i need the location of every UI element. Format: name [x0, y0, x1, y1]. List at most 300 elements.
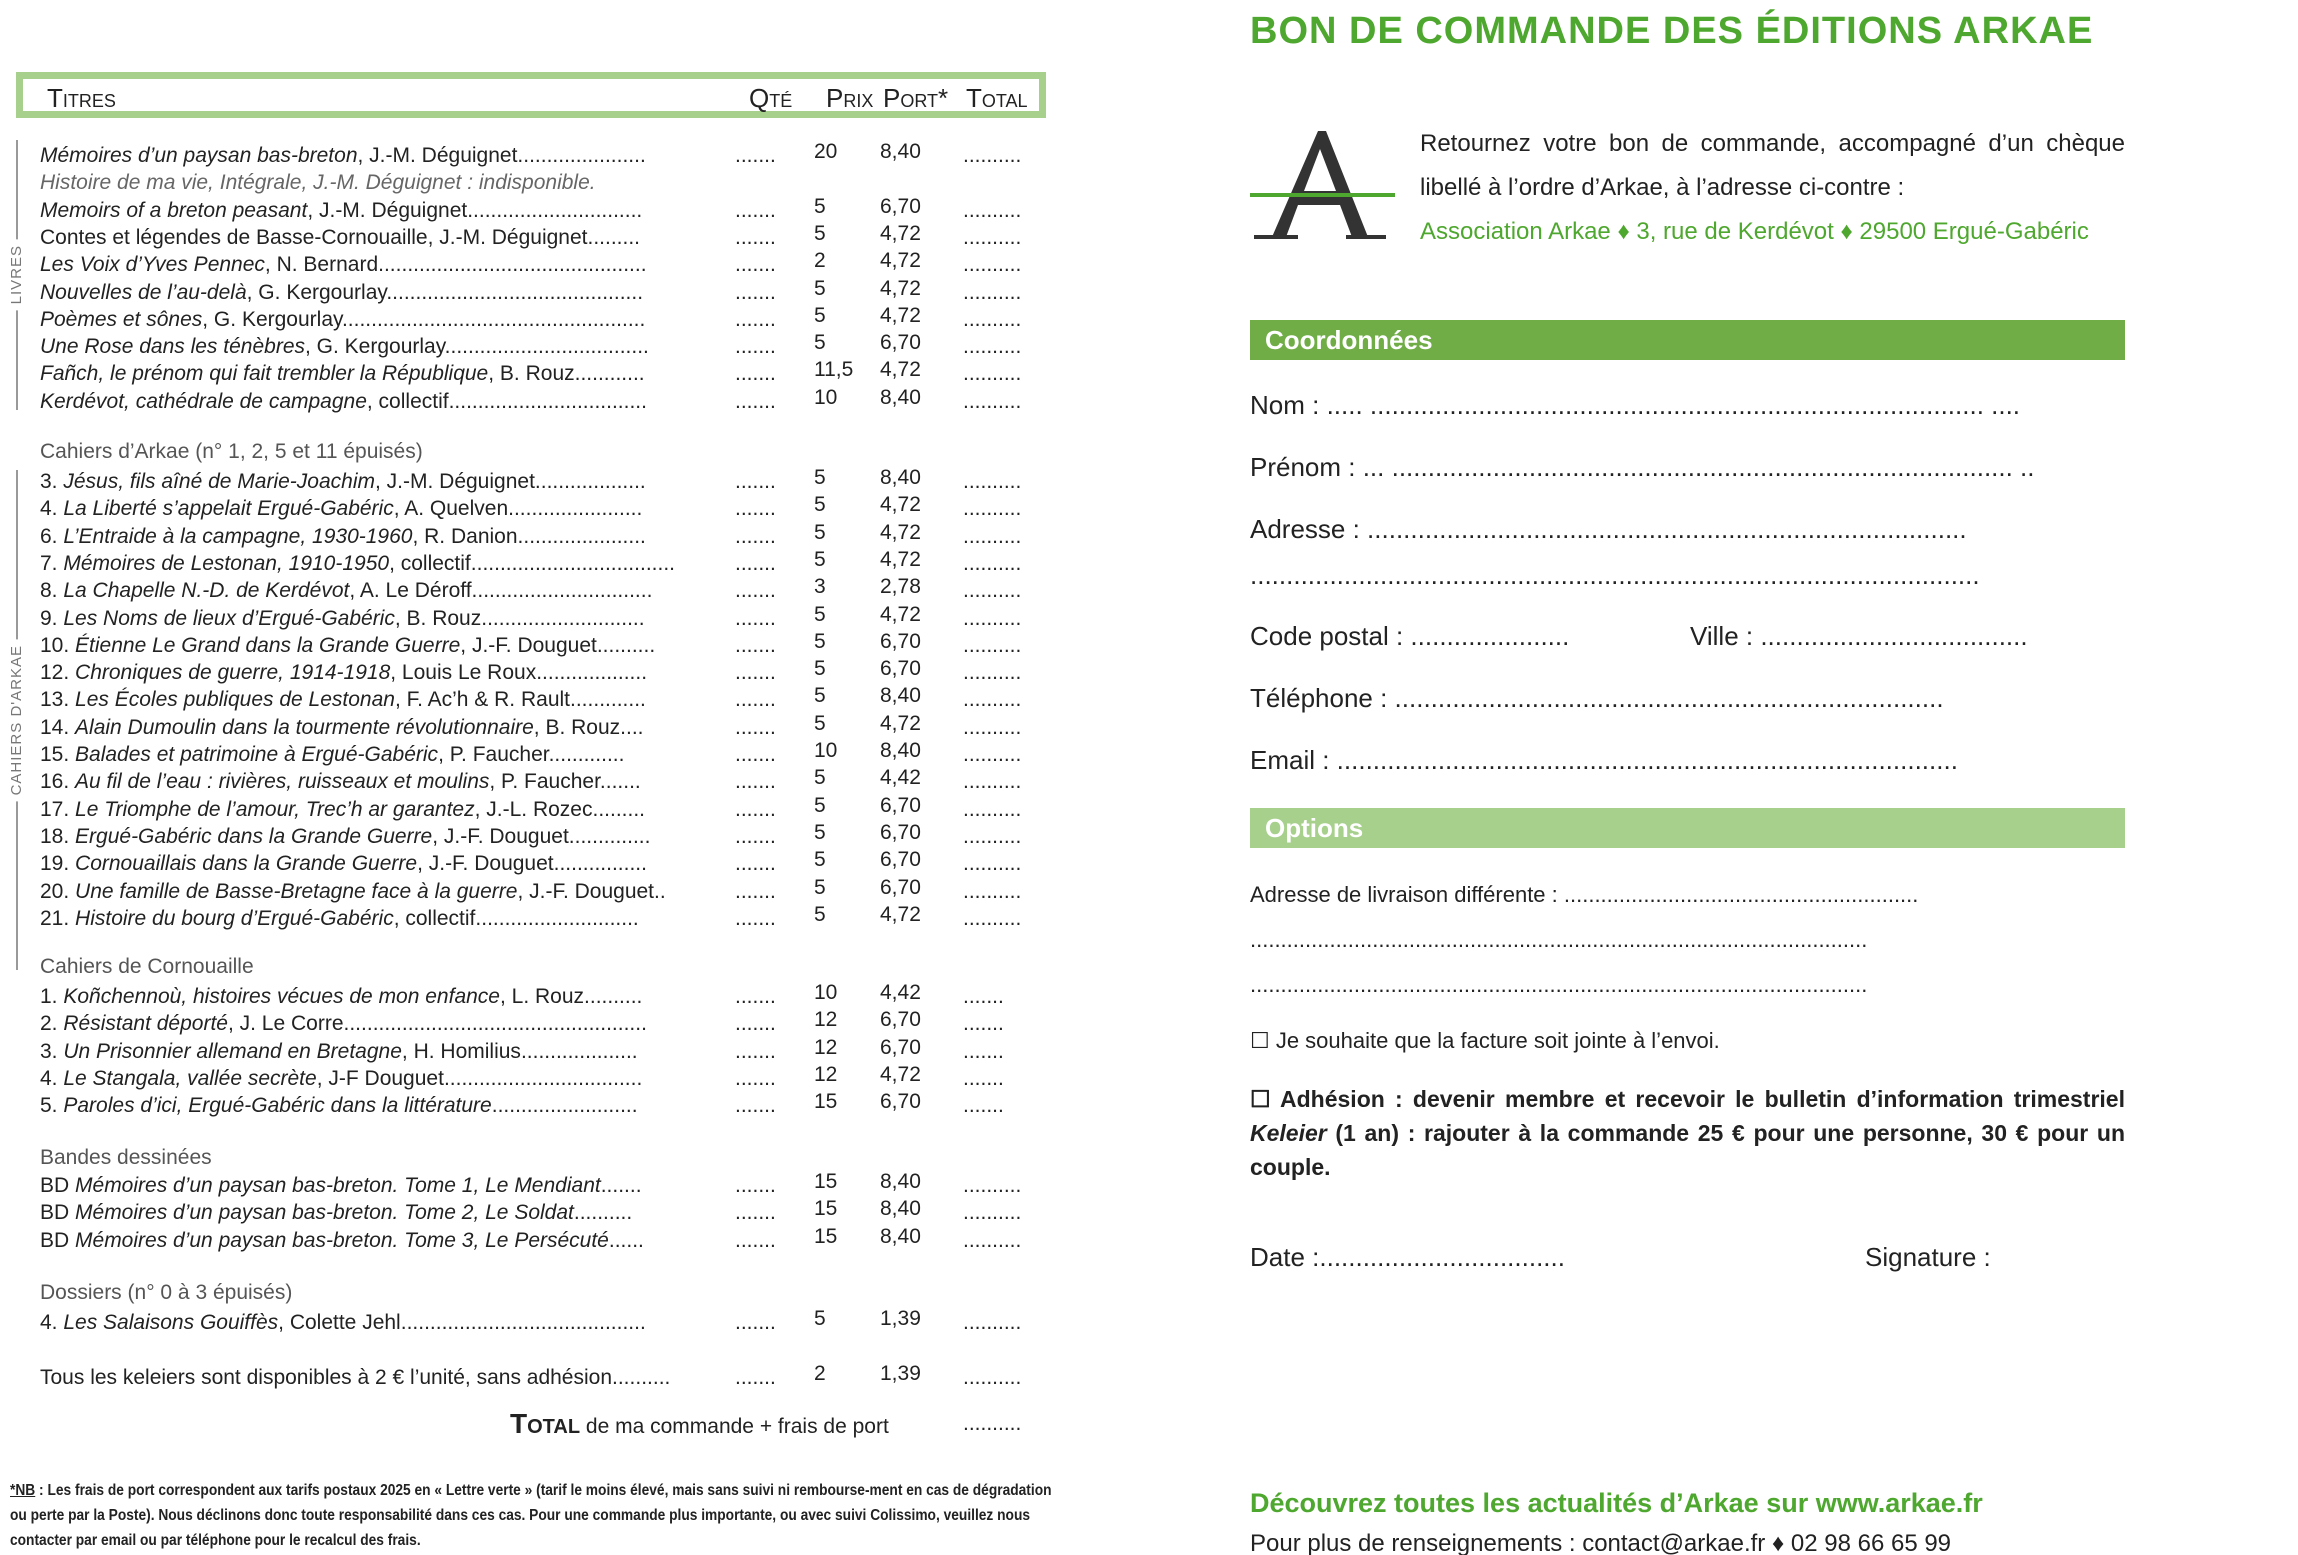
- price-value: 5: [814, 876, 826, 899]
- telephone-field[interactable]: Téléphone : ............................................................................: [1250, 683, 1944, 713]
- port-value: 6,70: [880, 1036, 921, 1059]
- price-value: 5: [814, 304, 826, 327]
- row-dots: ...................................: [444, 335, 649, 358]
- row-title-italic: Mémoires d’un paysan bas-breton. Tome 1, Le Mendiant: [75, 1174, 601, 1197]
- livraison-line3-field[interactable]: .....................................................................................................: [1250, 972, 1868, 997]
- total-field[interactable]: ..........: [963, 907, 1022, 930]
- table-row: [40, 1092, 1030, 1119]
- row-title-italic: Memoirs of a breton peasant: [40, 199, 308, 222]
- header-prix: Prix: [826, 83, 874, 113]
- port-value: 4,72: [880, 548, 921, 571]
- qty-field[interactable]: .......: [735, 743, 776, 766]
- port-value: 4,42: [880, 981, 921, 1004]
- table-row: [40, 1010, 1030, 1037]
- total-field[interactable]: ..........: [963, 525, 1022, 548]
- row-number: BD: [40, 1229, 76, 1252]
- price-value: 5: [814, 766, 826, 789]
- total-field[interactable]: ..........: [963, 497, 1022, 520]
- table-row: [40, 360, 1030, 387]
- row-title-author: Contes et légendes de Basse-Cornouaille, J.-M. Déguignet: [40, 226, 588, 249]
- row-title: [40, 878, 695, 905]
- price-value: 5: [814, 794, 826, 817]
- port-value: 6,70: [880, 794, 921, 817]
- total-field[interactable]: ..........: [963, 798, 1022, 821]
- qty-field[interactable]: .......: [735, 579, 776, 602]
- qty-field[interactable]: .......: [735, 985, 776, 1008]
- grand-total: Total de ma commande + frais de port ..........: [510, 1408, 1022, 1439]
- price-value: 12: [814, 1036, 838, 1059]
- price-value: 5: [814, 548, 826, 571]
- row-title-italic: L’Entraide à la campagne, 1930-1960: [63, 525, 413, 548]
- row-number: 17.: [40, 798, 76, 821]
- row-number: 4.: [40, 497, 64, 520]
- row-dots: ......: [608, 1229, 644, 1252]
- row-title: [40, 741, 695, 768]
- port-value: 6,70: [880, 195, 921, 218]
- facture-checkbox[interactable]: ☐ Je souhaite que la facture soit jointe à l’envoi.: [1250, 1028, 1720, 1053]
- row-number: 7.: [40, 552, 64, 575]
- order-table: [0, 0, 1060, 1555]
- row-title: [40, 279, 695, 306]
- total-field[interactable]: .......: [963, 1012, 1004, 1035]
- row-title: [40, 577, 695, 604]
- row-title: [40, 142, 695, 169]
- port-value: 6,70: [880, 876, 921, 899]
- row-dots: ..........................................: [400, 1311, 646, 1334]
- row-dots: .............: [570, 688, 646, 711]
- row-title-author: , B. Rouz: [394, 607, 482, 630]
- price-value: 5: [814, 848, 826, 871]
- table-header: [16, 72, 1046, 118]
- signature-field[interactable]: Signature :: [1865, 1242, 1991, 1272]
- qty-field[interactable]: .......: [735, 716, 776, 739]
- price-value: 10: [814, 981, 838, 1004]
- intro-text: Retournez votre bon de commande, accompagné d’un chèque libellé à l’ordre d’Arkae, à l’adresse ci-contre : Association Arkae ♦ 3, rue de Kerdévot ♦ 29500 Ergué-Gabéric: [1420, 122, 2125, 254]
- email-field[interactable]: Email : ......................................................................................: [1250, 745, 1958, 775]
- qty-field[interactable]: .......: [735, 1094, 776, 1117]
- qty-field[interactable]: .......: [735, 226, 776, 249]
- date-field[interactable]: Date :..................................: [1250, 1242, 1565, 1272]
- row-title-author: , collectif: [393, 907, 476, 930]
- port-value: 4,42: [880, 766, 921, 789]
- row-title-italic: Les Noms de lieux d’Ergué-Gabéric: [63, 607, 395, 630]
- row-dots: .........: [587, 226, 640, 249]
- port-value: 4,72: [880, 521, 921, 544]
- row-title-italic: Une famille de Basse-Bretagne face à la guerre: [75, 880, 518, 903]
- row-title: [40, 224, 695, 251]
- ville-field[interactable]: Ville : .....................................: [1690, 621, 2028, 651]
- row-title-italic: La Liberté s’appelait Ergué-Gabéric: [63, 497, 394, 520]
- total-field[interactable]: ..........: [963, 390, 1022, 413]
- row-dots: .........................: [491, 1094, 638, 1117]
- row-title-author: , B. Rouz: [533, 716, 621, 739]
- qty-field[interactable]: .......: [735, 470, 776, 493]
- row-title-italic: Kerdévot, cathédrale de campagne: [40, 390, 367, 413]
- row-number: 4.: [40, 1067, 64, 1090]
- total-field[interactable]: ..........: [963, 470, 1022, 493]
- price-value: 5: [814, 821, 826, 844]
- port-value: 4,72: [880, 903, 921, 926]
- price-value: 5: [814, 903, 826, 926]
- qty-field[interactable]: .......: [735, 1229, 776, 1252]
- port-value: 4,72: [880, 249, 921, 272]
- footer-contact: Pour plus de renseignements : contact@arkae.fr ♦ 02 98 66 65 99: [1250, 1530, 1952, 1555]
- row-title-italic: Étienne Le Grand dans la Grande Guerre: [75, 634, 461, 657]
- price-value: 5: [814, 195, 826, 218]
- unavailable-note: [40, 169, 1030, 196]
- row-number: 3.: [40, 1040, 64, 1063]
- price-value: 5: [814, 331, 826, 354]
- row-number: 4.: [40, 1311, 64, 1334]
- row-title-italic: Jésus, fils aîné de Marie-Joachim: [63, 470, 375, 493]
- row-title-author: , F. Ac’h & R. Rault: [394, 688, 571, 711]
- qty-field[interactable]: .......: [735, 1012, 776, 1035]
- port-value: 4,72: [880, 304, 921, 327]
- row-title-italic: Un Prisonnier allemand en Bretagne: [63, 1040, 402, 1063]
- row-title-italic: Une Rose dans les ténèbres: [40, 335, 305, 358]
- row-title-italic: Les Salaisons Gouiffès: [63, 1311, 279, 1334]
- row-number: 20.: [40, 880, 76, 903]
- total-field[interactable]: ..........: [963, 144, 1022, 167]
- price-value: 5: [814, 1307, 826, 1330]
- row-number: 6.: [40, 525, 64, 548]
- row-title: [40, 197, 695, 224]
- row-title: [40, 306, 695, 333]
- row-title-italic: Les Voix d’Yves Pennec: [40, 253, 265, 276]
- price-value: 11,5: [814, 358, 854, 381]
- row-title: [40, 1199, 695, 1226]
- row-title-author: , J.-M. Déguignet: [375, 470, 535, 493]
- row-title: [40, 1364, 695, 1391]
- row-title-author: , G. Kergourlay: [202, 308, 342, 331]
- total-field[interactable]: ..........: [963, 335, 1022, 358]
- row-number: 2.: [40, 1012, 64, 1035]
- port-value: 6,70: [880, 657, 921, 680]
- shipping-note: *NB : Les frais de port correspondent aux tarifs postaux 2025 en « Lettre verte » (tarif le moins élevé, mais sans suivi ni rembourse-ment en cas de dégradation ou perte par la Poste). Nous déclinons donc toute responsabilité dans ces cas. Pour une commande plus importante, ou avec suivi Colissimo, veuillez nous contacter par email ou par téléphone pour le recalcul des frais.: [10, 1482, 1052, 1549]
- row-title: [40, 388, 695, 415]
- row-title-italic: Koñchennoù, histoires vécues de mon enfance: [63, 985, 500, 1008]
- total-field[interactable]: ..........: [963, 825, 1022, 848]
- row-title: [40, 1065, 695, 1092]
- qty-field[interactable]: .......: [735, 1174, 776, 1197]
- row-title-italic: Mémoires d’un paysan bas-breton. Tome 3, Le Persécuté: [75, 1229, 609, 1252]
- row-dots: ...................: [536, 661, 648, 684]
- row-title: [40, 360, 695, 387]
- qty-field[interactable]: .......: [735, 335, 776, 358]
- port-value: 4,72: [880, 358, 921, 381]
- row-title-author: , G. Kergourlay: [246, 281, 387, 304]
- table-row: [40, 1364, 1030, 1391]
- adresse-field[interactable]: Adresse : ...................................................................................: [1250, 514, 1967, 544]
- qty-field[interactable]: .......: [735, 798, 776, 821]
- row-title: [40, 983, 695, 1010]
- total-field[interactable]: .......: [963, 1094, 1004, 1117]
- row-title-author: , Louis Le Roux: [390, 661, 537, 684]
- header-titres: Titres: [47, 83, 116, 113]
- row-dots: ....: [620, 716, 644, 739]
- row-dots: ....................................................: [343, 1012, 647, 1035]
- port-value: 4,72: [880, 277, 921, 300]
- qty-field[interactable]: .......: [735, 1067, 776, 1090]
- total-field[interactable]: .......: [963, 985, 1004, 1008]
- table-row: [40, 850, 1030, 877]
- table-row: [40, 686, 1030, 713]
- price-value: 5: [814, 657, 826, 680]
- livraison-line2-field[interactable]: .....................................................................................................: [1250, 927, 1868, 952]
- row-title-author: , J. Le Corre: [227, 1012, 344, 1035]
- prenom-field[interactable]: Prénom : ... ...................................................................................... ..: [1250, 452, 2035, 482]
- price-value: 15: [814, 1225, 838, 1248]
- note-text: Histoire de ma vie, Intégrale, J.-M. Déguignet : indisponible.: [40, 171, 596, 194]
- price-value: 5: [814, 630, 826, 653]
- row-title-italic: Ergué-Gabéric dans la Grande Guerre: [75, 825, 433, 848]
- total-field[interactable]: ..........: [963, 743, 1022, 766]
- total-field[interactable]: ..........: [963, 880, 1022, 903]
- adhesion-checkbox[interactable]: ☐ Adhésion : devenir membre et recevoir le bulletin d’information trimestriel Keleier (1 an) : rajouter à la commande 25 € pour une personne, 30 € pour un couple.: [1250, 1086, 2125, 1180]
- price-value: 12: [814, 1008, 838, 1031]
- row-number: 5.: [40, 1094, 64, 1117]
- row-title-author: , J.-F. Douguet: [432, 825, 569, 848]
- price-value: 5: [814, 466, 826, 489]
- row-title-italic: Cornouaillais dans la Grande Guerre: [75, 852, 418, 875]
- row-dots: ..............................................: [378, 253, 647, 276]
- row-title-author: , P. Faucher: [438, 743, 549, 766]
- price-value: 15: [814, 1170, 838, 1193]
- price-value: 5: [814, 684, 826, 707]
- row-number: 3.: [40, 470, 64, 493]
- row-title-italic: Le Triomphe de l’amour, Trec’h ar garantez: [75, 798, 475, 821]
- row-title-author: , L. Rouz: [499, 985, 585, 1008]
- row-title-italic: Résistant déporté: [63, 1012, 228, 1035]
- total-field[interactable]: ..........: [963, 552, 1022, 575]
- row-title-author: , J.-F. Douguet: [517, 880, 655, 903]
- row-dots: ..................................: [443, 1067, 643, 1090]
- row-title: [40, 768, 695, 795]
- port-value: 6,70: [880, 331, 921, 354]
- qty-field[interactable]: .......: [735, 1040, 776, 1063]
- port-value: 8,40: [880, 466, 921, 489]
- row-title: [40, 1010, 695, 1037]
- price-value: 5: [814, 493, 826, 516]
- price-value: 15: [814, 1197, 838, 1220]
- price-value: 5: [814, 603, 826, 626]
- price-value: 5: [814, 222, 826, 245]
- qty-field[interactable]: .......: [735, 907, 776, 930]
- qty-field[interactable]: .......: [735, 497, 776, 520]
- qty-field[interactable]: .......: [735, 390, 776, 413]
- total-field[interactable]: ..........: [963, 362, 1022, 385]
- qty-field[interactable]: .......: [735, 770, 776, 793]
- row-title: [40, 632, 695, 659]
- qty-field[interactable]: .......: [735, 825, 776, 848]
- table-row: [40, 905, 1030, 932]
- row-number: BD: [40, 1174, 76, 1197]
- total-field[interactable]: ..........: [963, 1229, 1022, 1252]
- qty-field[interactable]: .......: [735, 144, 776, 167]
- port-value: 8,40: [880, 386, 921, 409]
- row-title-author: , P. Faucher: [489, 770, 600, 793]
- price-value: 12: [814, 1063, 838, 1086]
- row-number: 13.: [40, 688, 76, 711]
- section-heading: Cahiers d’Arkae (n° 1, 2, 5 et 11 épuisés): [40, 440, 423, 463]
- port-value: 1,39: [880, 1307, 921, 1330]
- row-number: 19.: [40, 852, 76, 875]
- total-field[interactable]: ..........: [963, 1366, 1022, 1389]
- row-title: [40, 495, 695, 522]
- row-title-author: , N. Bernard: [264, 253, 379, 276]
- row-dots: ....................: [520, 1040, 638, 1063]
- port-value: 8,40: [880, 684, 921, 707]
- row-title-author: , J.-F. Douguet: [460, 634, 597, 657]
- qty-field[interactable]: .......: [735, 880, 776, 903]
- total-field[interactable]: ..........: [963, 634, 1022, 657]
- row-title-italic: Le Stangala, vallée secrète: [63, 1067, 317, 1090]
- row-number: 16.: [40, 770, 76, 793]
- port-value: 2,78: [880, 575, 921, 598]
- section-heading: Cahiers de Cornouaille: [40, 955, 254, 978]
- row-title: [40, 468, 695, 495]
- row-title-author: , R. Danion: [412, 525, 518, 548]
- qty-field[interactable]: .......: [735, 281, 776, 304]
- port-value: 8,40: [880, 1225, 921, 1248]
- row-dots: .......................: [508, 497, 643, 520]
- row-title: [40, 686, 695, 713]
- total-field[interactable]: ..........: [963, 253, 1022, 276]
- code-postal-field[interactable]: Code postal : ......................: [1250, 621, 1570, 651]
- row-dots: ...............................: [471, 579, 653, 602]
- table-row: [40, 1309, 1030, 1336]
- row-title-author: , A. Le Déroff: [349, 579, 472, 602]
- qty-field[interactable]: .......: [735, 199, 776, 222]
- row-title-author: , A. Quelven: [393, 497, 509, 520]
- price-value: 2: [814, 1362, 826, 1385]
- row-title-author: , J.-F. Douguet: [417, 852, 554, 875]
- total-field[interactable]: ..........: [963, 1174, 1022, 1197]
- total-field[interactable]: ..........: [963, 226, 1022, 249]
- price-value: 10: [814, 739, 838, 762]
- qty-field[interactable]: .......: [735, 1366, 776, 1389]
- table-row: [40, 577, 1030, 604]
- total-field[interactable]: ..........: [963, 716, 1022, 739]
- row-dots: ..........: [596, 634, 656, 657]
- row-dots: ..: [654, 880, 666, 903]
- total-field[interactable]: ..........: [963, 607, 1022, 630]
- qty-field[interactable]: .......: [735, 308, 776, 331]
- row-dots: ..............: [568, 825, 651, 848]
- total-field[interactable]: ..........: [963, 661, 1022, 684]
- row-title-italic: Paroles d’ici, Ergué-Gabéric dans la littérature: [63, 1094, 492, 1117]
- total-field[interactable]: ..........: [963, 308, 1022, 331]
- port-value: 8,40: [880, 1170, 921, 1193]
- row-title-author: , H. Homilius: [401, 1040, 521, 1063]
- row-title-author: , Colette Jehl: [278, 1311, 401, 1334]
- qty-field[interactable]: .......: [735, 362, 776, 385]
- table-row: [40, 251, 1030, 278]
- qty-field[interactable]: .......: [735, 634, 776, 657]
- row-title: [40, 1172, 695, 1199]
- table-row: [40, 1227, 1030, 1254]
- qty-field[interactable]: .......: [735, 253, 776, 276]
- price-value: 20: [814, 140, 838, 163]
- total-field[interactable]: ..........: [963, 1311, 1022, 1334]
- row-number: 15.: [40, 743, 76, 766]
- section-heading: Bandes dessinées: [40, 1146, 212, 1169]
- qty-field[interactable]: .......: [735, 688, 776, 711]
- price-value: 3: [814, 575, 826, 598]
- qty-field[interactable]: .......: [735, 852, 776, 875]
- table-row: [40, 388, 1030, 415]
- row-title-author: Tous les keleiers sont disponibles à 2 € l’unité, sans adhésion: [40, 1366, 613, 1389]
- row-title-italic: Mémoires de Lestonan, 1910-1950: [63, 552, 390, 575]
- qty-field[interactable]: .......: [735, 1311, 776, 1334]
- total-field[interactable]: ..........: [963, 281, 1022, 304]
- adresse-line2-field[interactable]: .....................................................................................................: [1250, 560, 1980, 590]
- row-title-italic: Mémoires d’un paysan bas-breton. Tome 2, Le Soldat: [75, 1201, 574, 1224]
- row-dots: ......................: [517, 525, 646, 548]
- total-field[interactable]: ..........: [963, 579, 1022, 602]
- row-number: 8.: [40, 579, 64, 602]
- qty-field[interactable]: .......: [735, 525, 776, 548]
- row-dots: ............................: [475, 907, 639, 930]
- livraison-field[interactable]: Adresse de livraison différente : ..........................................................: [1250, 882, 1919, 907]
- page-title: BON DE COMMANDE DES ÉDITIONS ARKAE: [1250, 10, 2094, 52]
- price-value: 5: [814, 712, 826, 735]
- header-port: Port*: [883, 83, 949, 113]
- row-dots: .......: [599, 770, 641, 793]
- qty-field[interactable]: .......: [735, 607, 776, 630]
- row-title-italic: Alain Dumoulin dans la tourmente révolutionnaire: [75, 716, 534, 739]
- row-dots: ..........: [584, 985, 643, 1008]
- total-field[interactable]: ..........: [963, 199, 1022, 222]
- table-row: [40, 1199, 1030, 1226]
- total-field[interactable]: ..........: [963, 1201, 1022, 1224]
- total-field[interactable]: .......: [963, 1067, 1004, 1090]
- total-field[interactable]: ..........: [963, 688, 1022, 711]
- port-value: 4,72: [880, 222, 921, 245]
- row-title: [40, 823, 695, 850]
- qty-field[interactable]: .......: [735, 661, 776, 684]
- price-value: 5: [814, 277, 826, 300]
- port-value: 6,70: [880, 630, 921, 653]
- row-number: 12.: [40, 661, 76, 684]
- row-title-italic: Histoire du bourg d’Ergué-Gabéric: [75, 907, 394, 930]
- footer-website: Découvrez toutes les actualités d’Arkae sur www.arkae.fr: [1250, 1488, 1983, 1518]
- section-heading: Dossiers (n° 0 à 3 épuisés): [40, 1281, 293, 1304]
- port-value: 8,40: [880, 739, 921, 762]
- header-total: Total: [966, 83, 1028, 113]
- row-title-author: , J.-M. Déguignet: [357, 144, 518, 167]
- row-dots: ......................: [517, 144, 646, 167]
- row-title-italic: Fañch, le prénom qui fait trembler la République: [40, 362, 489, 385]
- qty-field[interactable]: .......: [735, 552, 776, 575]
- row-dots: ................: [553, 852, 647, 875]
- row-title-author: , collectif: [389, 552, 471, 575]
- row-dots: .........: [592, 798, 645, 821]
- row-number: BD: [40, 1201, 76, 1224]
- price-value: 15: [814, 1090, 838, 1113]
- row-number: 1.: [40, 985, 64, 1008]
- row-number: 10.: [40, 634, 76, 657]
- port-value: 4,72: [880, 603, 921, 626]
- nom-field[interactable]: Nom : ..... ..................................................................................... ....: [1250, 390, 2021, 420]
- arkae-logo-icon: [1250, 125, 1395, 245]
- qty-field[interactable]: .......: [735, 1201, 776, 1224]
- total-field[interactable]: ..........: [963, 852, 1022, 875]
- side-label-cahiers: CAHIERS D'ARKAE: [2, 470, 30, 970]
- row-title-italic: Poèmes et sônes: [40, 308, 203, 331]
- total-field[interactable]: ..........: [963, 770, 1022, 793]
- total-field[interactable]: .......: [963, 1040, 1004, 1063]
